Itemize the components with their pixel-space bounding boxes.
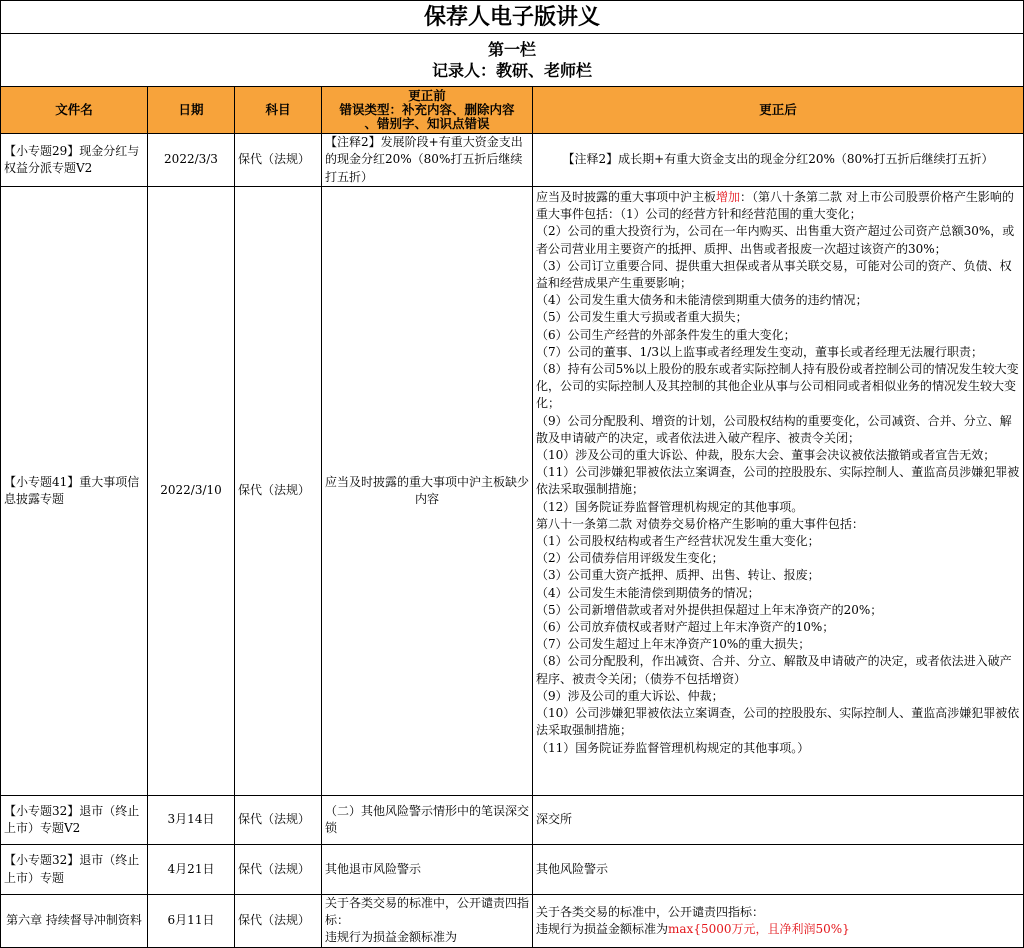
before-text-line1: 关于各类交易的标准中，公开谴责四指标： — [325, 896, 530, 928]
after-intro — [536, 189, 1020, 223]
after-item: （5）公司发生重大亏损或者重大损失； — [536, 310, 748, 325]
before-header-line1: 更正前 — [408, 88, 446, 103]
after-item: （10）涉及公司的重大诉讼、仲裁，股东大会、董事会决议被依法撤销或者宣告无效； — [536, 448, 996, 463]
cell-date: 2022/3/10 — [148, 187, 235, 796]
added-marker: 增加 — [716, 190, 741, 204]
after-item: （11）国务院证券监督管理机构规定的其他事项。） — [536, 740, 810, 755]
cell-subject: 保代（法规） — [235, 845, 322, 895]
after-text-line1: 关于各类交易的标准中，公开谴责四指标： — [536, 904, 765, 919]
col-header-after: 更正后 — [533, 87, 1024, 134]
cell-subject: 保代（法规） — [235, 134, 322, 187]
table-row — [1, 845, 1024, 895]
cell-subject: 保代（法规） — [235, 796, 322, 845]
table-row — [1, 895, 1024, 948]
after-item: 第八十一条第二款 对债券交易价格产生影响的重大事件包括： — [536, 516, 864, 531]
header-row — [1, 87, 1024, 134]
after-item: （7）公司的董事、1/3以上监事或者经理发生变动，董事长或者经理无法履行职责； — [536, 344, 983, 359]
table-row — [1, 134, 1024, 187]
cell-before: 其他退市风险警示 — [322, 845, 533, 895]
after-intro-rest: ：（第八十条第二款 对上市公司股票价格产生影响的重大事件包括：（1）公司的经营方针和经营范围的重大变化； — [536, 190, 1014, 222]
cell-after — [533, 187, 1024, 796]
after-item: （2）公司的重大投资行为，公司在一年内购买、出售重大资产超过公司资产总额30%，或者公司营业用主要资产的抵押、质押、出售或者报废一次超过该资产的30%； — [536, 224, 1015, 256]
after-item: （5）公司新增借款或者对外提供担保超过上年末净资产的20%； — [536, 602, 883, 617]
after-item: （3）公司重大资产抵押、质押、出售、转让、报废； — [536, 568, 820, 583]
cell-after: 深交所 — [533, 796, 1024, 845]
after-item: （6）公司放弃债权或者财产超过上年末净资产的10%； — [536, 620, 835, 635]
cell-subject: 保代（法规） — [235, 187, 322, 796]
before-header-line3: 、错别字、知识点错误 — [364, 116, 490, 131]
col-header-date: 日期 — [148, 87, 235, 134]
after-item: （12）国务院证券监督管理机构规定的其他事项。 — [536, 499, 804, 514]
after-item: （3）公司订立重要合同、提供重大担保或者从事关联交易，可能对公司的资产、负债、权益和经营成果产生重要影响； — [536, 258, 1012, 291]
after-text-plain: 违规行为损益金额标准为 — [536, 921, 669, 936]
after-item: （7）公司发生超过上年末净资产10%的重大损失； — [536, 637, 811, 652]
after-item: （9）涉及公司的重大诉讼、仲裁； — [536, 688, 724, 703]
cell-date: 2022/3/3 — [148, 134, 235, 187]
section-heading — [1, 34, 1024, 87]
cell-file: 【小专题29】现金分红与权益分派专题V2 — [1, 134, 148, 187]
after-item: （4）公司发生未能清偿到期债务的情况； — [536, 585, 760, 600]
after-text-line2 — [536, 921, 1020, 938]
cell-subject: 保代（法规） — [235, 895, 322, 948]
after-item: （10）公司涉嫌犯罪被依法立案调查，公司的控股股东、实际控制人、董监高涉嫌犯罪被依法采取强制措施； — [536, 706, 1020, 738]
cell-file: 【小专题32】退市（终止上市）专题V2 — [1, 796, 148, 845]
after-text-highlight: max{5000万元，且净利润50%} — [668, 921, 850, 936]
col-header-subject: 科目 — [235, 87, 322, 134]
cell-before: 【注释2】发展阶段+有重大资金支出的现金分红20%（80%打五折后继续打五折） — [322, 134, 533, 187]
section-name: 第一栏 — [488, 40, 537, 59]
cell-date: 6月11日 — [148, 895, 235, 948]
cell-file: 第六章 持续督导冲制资料 — [1, 895, 148, 948]
cell-date: 3月14日 — [148, 796, 235, 845]
cell-file: 【小专题41】重大事项信息披露专题 — [1, 187, 148, 796]
cell-after — [533, 895, 1024, 948]
after-item: （2）公司债券信用评级发生变化； — [536, 551, 724, 566]
table-row — [1, 187, 1024, 796]
after-item: （1）公司股权结构或者生产经营状况发生重大变化； — [536, 534, 820, 549]
cell-before: 应当及时披露的重大事项中沪主板缺少内容 — [322, 187, 533, 796]
cell-before — [322, 895, 533, 948]
after-item: （4）公司发生重大债务和未能清偿到期重大债务的违约情况； — [536, 293, 868, 308]
cell-file: 【小专题32】退市（终止上市）专题 — [1, 845, 148, 895]
table-row — [1, 796, 1024, 845]
after-item-list — [536, 223, 1020, 756]
after-item: （9）公司分配股利、增资的计划，公司股权结构的重要变化，公司减资、合并、分立、解散及申请破产的决定，或者依法进入破产程序、被责令关闭； — [536, 413, 1012, 445]
after-intro-text: 应当及时披露的重大事项中沪主板 — [536, 190, 717, 204]
recorder-line: 记录人：教研、老师栏 — [432, 61, 593, 80]
cell-after: 其他风险警示 — [533, 845, 1024, 895]
before-header-line2: 错误类型：补充内容、删除内容 — [339, 102, 515, 117]
after-item: （11）公司涉嫌犯罪被依法立案调查，公司的控股股东、实际控制人、董监高员涉嫌犯罪被依法采取强制措施； — [536, 465, 1020, 497]
before-text-line2: 违规行为损益金额标准为 — [325, 930, 458, 945]
col-header-file: 文件名 — [1, 87, 148, 134]
document-title: 保荐人电子版讲义 — [1, 1, 1024, 34]
after-item: （8）公司分配股利，作出减资、合并、分立、解散及申请破产的决定，或者依法进入破产程序、被责令关闭；（债券不包括增资） — [536, 654, 1012, 686]
after-item: （8）持有公司5%以上股份的股东或者实际控制人持有股份或者控制公司的情况发生较大变化，公司的实际控制人及其控制的其他企业从事与公司相同或者相似业务的情况发生较大变化； — [536, 362, 1019, 411]
cell-after: 【注释2】成长期+有重大资金支出的现金分红20%（80%打五折后继续打五折） — [533, 134, 1024, 187]
col-header-before — [322, 87, 533, 134]
cell-date: 4月21日 — [148, 845, 235, 895]
cell-before: （二）其他风险警示情形中的笔误深交锁 — [322, 796, 533, 845]
after-item: （6）公司生产经营的外部条件发生的重大变化； — [536, 327, 796, 342]
